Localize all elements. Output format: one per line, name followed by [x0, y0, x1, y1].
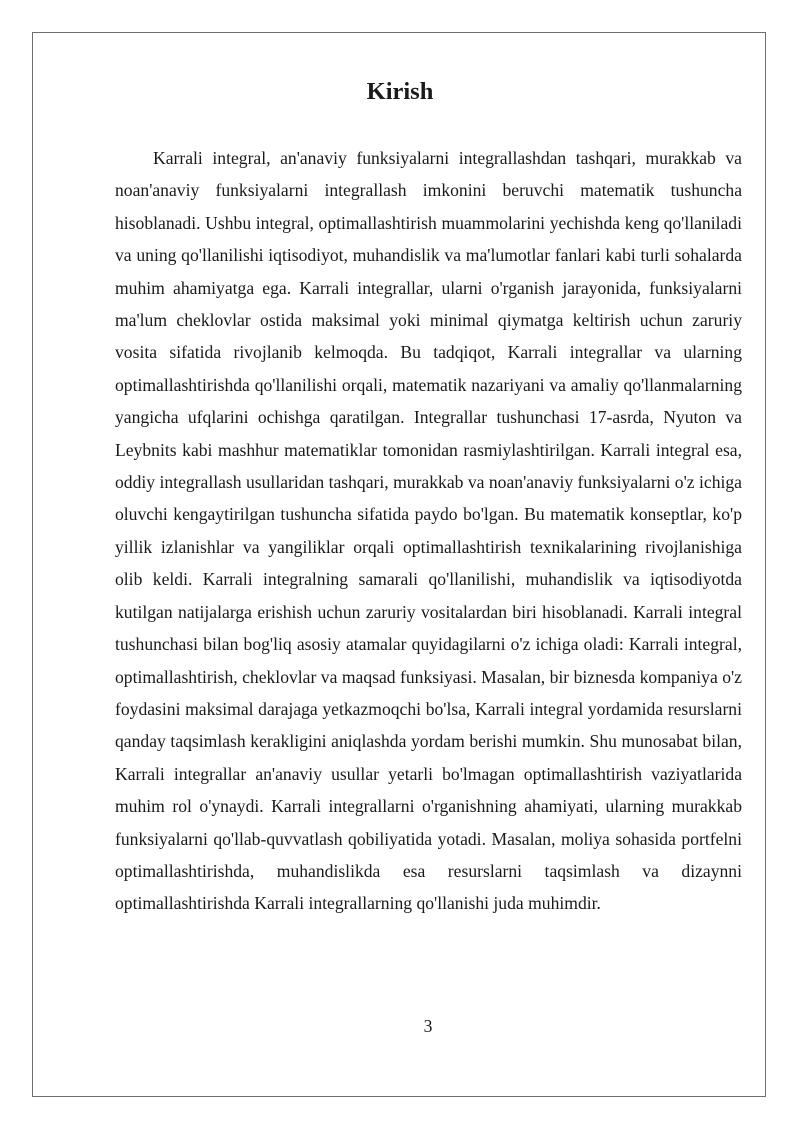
- page-number: 3: [423, 1016, 433, 1036]
- page-title: Kirish: [366, 78, 434, 105]
- body-paragraph: Karrali integral, an'anaviy funksiyalarni integrallashdan tashqari, murakkab va noan'anaviy funksiyalarni integrallash imkonini beruvchi matematik tushuncha hisoblanadi. Ushbu integral, optimallashtirish muammolarini yechishda keng qo'llaniladi va uning qo'llanilishi iqtisodiyot, muhandislik va ma'lumotlar fanlari kabi turli sohalarda muhim ahamiyatga ega. Karrali integrallar, ularni o'rganish jarayonida, funksiyalarni ma'lum cheklovlar ostida maksimal yoki minimal qiymatga keltirish uchun zaruriy vosita sifatida rivojlanib kelmoqda. Bu tadqiqot, Karrali integrallar va ularning optimallashtirishda qo'llanilishi orqali, matematik nazariyani va amaliy qo'llanmalarning yangicha ufqlarini ochishga qaratilgan. Integrallar tushunchasi 17-asrda, Nyuton va Leybnits kabi mashhur matematiklar tomonidan rasmiylashtirilgan. Karrali integral esa, oddiy integrallash usullaridan tashqari, murakkab va noan'anaviy funksiyalarni o'z ichiga oluvchi kengaytirilgan tushuncha sifatida paydo bo'lgan. Bu matematik konseptlar, ko'p yillik izlanishlar va yangiliklar orqali optimallashtirish texnikalarining rivojlanishiga olib keldi. Karrali integralning samarali qo'llanilishi, muhandislik va iqtisodiyotda kutilgan natijalarga erishish uchun zaruriy vositalardan biri hisoblanadi. Karrali integral tushunchasi bilan bog'liq asosiy atamalar quyidagilarni o'z ichiga oladi: Karrali integral, optimallashtirish, cheklovlar va maqsad funksiyasi. Masalan, bir biznesda kompaniya o'z foydasini maksimal darajaga yetkazmoqchi bo'lsa, Karrali integral yordamida resurslarni qanday taqsimlash kerakligini aniqlashda yordam berishi mumkin. Shu munosabat bilan, Karrali integrallar an'anaviy usullar yetarli bo'lmagan optimallashtirish vaziyatlarida muhim rol o'ynaydi. Karrali integrallarni o'rganishning ahamiyati, ularning murakkab funksiyalarni qo'llab-quvvatlash qobiliyatida yotadi. Masalan, moliya sohasida portfelni optimallashtirishda, muhandislikda esa resurslarni taqsimlash va dizaynni optimallashtirishda Karrali integrallarning qo'llanishi juda muhimdir.: [115, 148, 742, 914]
